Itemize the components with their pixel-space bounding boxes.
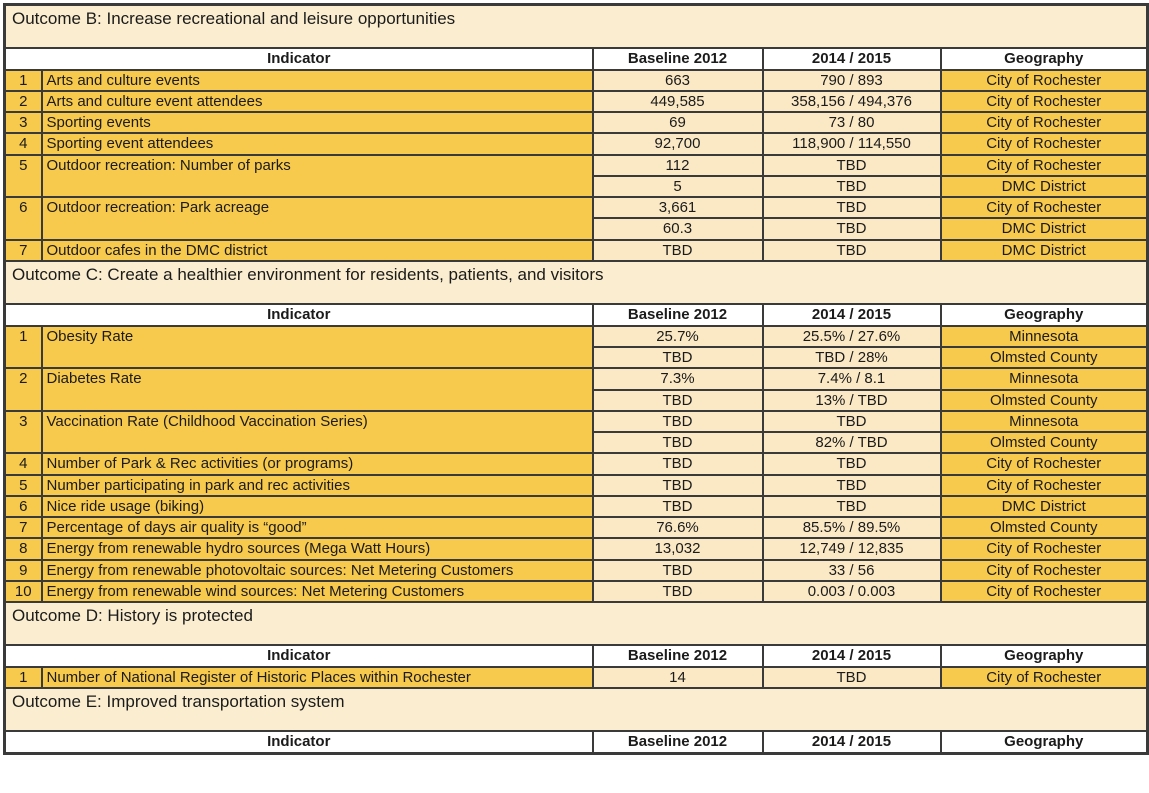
period-value-cell: TBD (763, 667, 941, 688)
baseline-value-cell: TBD (593, 560, 763, 581)
baseline-value-cell: 3,661 (593, 197, 763, 218)
indicator-row (5, 581, 1148, 602)
period-value-cell: 790 / 893 (763, 70, 941, 91)
row-number-cell: 5 (5, 475, 42, 496)
indicator-row (5, 411, 1148, 432)
indicator-row (5, 70, 1148, 91)
indicator-row (5, 240, 1148, 261)
period-column-header: 2014 / 2015 (763, 645, 941, 667)
period-value-cell: TBD (763, 453, 941, 474)
section-title-row (5, 602, 1148, 645)
indicator-column-header: Indicator (5, 731, 593, 753)
period-value-cell: TBD / 28% (763, 347, 941, 368)
geography-column-header: Geography (941, 48, 1148, 70)
indicator-row (5, 496, 1148, 517)
indicator-row (5, 368, 1148, 389)
indicator-cell: Percentage of days air quality is “good” (42, 517, 593, 538)
baseline-value-cell: 14 (593, 667, 763, 688)
column-header-row (5, 731, 1148, 753)
geography-cell: City of Rochester (941, 475, 1148, 496)
period-value-cell: TBD (763, 197, 941, 218)
indicator-column-header: Indicator (5, 304, 593, 326)
period-value-cell: TBD (763, 475, 941, 496)
period-value-cell: TBD (763, 240, 941, 261)
indicator-cell: Outdoor recreation: Park acreage (42, 197, 593, 240)
geography-cell: Olmsted County (941, 390, 1148, 411)
indicator-row (5, 326, 1148, 347)
indicator-column-header: Indicator (5, 645, 593, 667)
geography-column-header: Geography (941, 304, 1148, 326)
period-value-cell: 13% / TBD (763, 390, 941, 411)
row-number-cell: 10 (5, 581, 42, 602)
period-column-header: 2014 / 2015 (763, 304, 941, 326)
baseline-value-cell: 13,032 (593, 538, 763, 559)
geography-cell: Olmsted County (941, 517, 1148, 538)
geography-cell: Minnesota (941, 368, 1148, 389)
geography-cell: City of Rochester (941, 112, 1148, 133)
period-value-cell: 118,900 / 114,550 (763, 133, 941, 154)
period-value-cell: 85.5% / 89.5% (763, 517, 941, 538)
baseline-value-cell: TBD (593, 240, 763, 261)
indicator-cell: Outdoor recreation: Number of parks (42, 155, 593, 198)
baseline-value-cell: TBD (593, 432, 763, 453)
row-number-cell: 3 (5, 411, 42, 454)
row-number-cell: 7 (5, 240, 42, 261)
period-value-cell: 0.003 / 0.003 (763, 581, 941, 602)
row-number-cell: 7 (5, 517, 42, 538)
baseline-column-header: Baseline 2012 (593, 731, 763, 753)
outcomes-indicator-table (3, 3, 1149, 755)
indicator-cell: Sporting events (42, 112, 593, 133)
geography-cell: DMC District (941, 218, 1148, 239)
period-column-header: 2014 / 2015 (763, 48, 941, 70)
row-number-cell: 2 (5, 368, 42, 411)
indicator-cell: Sporting event attendees (42, 133, 593, 154)
row-number-cell: 5 (5, 155, 42, 198)
indicator-column-header: Indicator (5, 48, 593, 70)
section-title-row (5, 5, 1148, 48)
indicator-row (5, 91, 1148, 112)
table-body (5, 5, 1148, 754)
period-value-cell: TBD (763, 176, 941, 197)
period-value-cell: TBD (763, 155, 941, 176)
section-title-row (5, 261, 1148, 304)
period-value-cell: 12,749 / 12,835 (763, 538, 941, 559)
geography-cell: City of Rochester (941, 560, 1148, 581)
baseline-value-cell: TBD (593, 347, 763, 368)
row-number-cell: 1 (5, 70, 42, 91)
baseline-value-cell: TBD (593, 581, 763, 602)
row-number-cell: 1 (5, 326, 42, 369)
indicator-row (5, 538, 1148, 559)
section-title-row (5, 688, 1148, 731)
period-value-cell: 25.5% / 27.6% (763, 326, 941, 347)
period-value-cell: 82% / TBD (763, 432, 941, 453)
baseline-value-cell: TBD (593, 496, 763, 517)
geography-cell: Minnesota (941, 411, 1148, 432)
indicator-row (5, 475, 1148, 496)
geography-cell: City of Rochester (941, 667, 1148, 688)
baseline-value-cell: 112 (593, 155, 763, 176)
indicator-row (5, 112, 1148, 133)
row-number-cell: 6 (5, 197, 42, 240)
row-number-cell: 8 (5, 538, 42, 559)
geography-cell: Minnesota (941, 326, 1148, 347)
baseline-column-header: Baseline 2012 (593, 48, 763, 70)
row-number-cell: 4 (5, 453, 42, 474)
indicator-cell: Number of Park & Rec activities (or programs) (42, 453, 593, 474)
baseline-value-cell: 69 (593, 112, 763, 133)
period-column-header: 2014 / 2015 (763, 731, 941, 753)
indicator-cell: Arts and culture events (42, 70, 593, 91)
indicator-cell: Energy from renewable wind sources: Net Metering Customers (42, 581, 593, 602)
geography-cell: DMC District (941, 496, 1148, 517)
baseline-value-cell: 5 (593, 176, 763, 197)
baseline-value-cell: TBD (593, 475, 763, 496)
geography-cell: City of Rochester (941, 155, 1148, 176)
period-value-cell: 358,156 / 494,376 (763, 91, 941, 112)
indicator-cell: Vaccination Rate (Childhood Vaccination Series) (42, 411, 593, 454)
indicator-cell: Nice ride usage (biking) (42, 496, 593, 517)
period-value-cell: 73 / 80 (763, 112, 941, 133)
geography-column-header: Geography (941, 645, 1148, 667)
row-number-cell: 4 (5, 133, 42, 154)
indicator-cell: Number participating in park and rec activities (42, 475, 593, 496)
row-number-cell: 2 (5, 91, 42, 112)
geography-column-header: Geography (941, 731, 1148, 753)
section-title: Outcome B: Increase recreational and leisure opportunities (5, 5, 1148, 48)
indicator-row (5, 197, 1148, 218)
row-number-cell: 1 (5, 667, 42, 688)
baseline-value-cell: TBD (593, 390, 763, 411)
baseline-value-cell: 7.3% (593, 368, 763, 389)
baseline-column-header: Baseline 2012 (593, 304, 763, 326)
geography-cell: DMC District (941, 240, 1148, 261)
baseline-column-header: Baseline 2012 (593, 645, 763, 667)
baseline-value-cell: 76.6% (593, 517, 763, 538)
geography-cell: City of Rochester (941, 538, 1148, 559)
indicator-row (5, 667, 1148, 688)
indicator-row (5, 517, 1148, 538)
geography-cell: City of Rochester (941, 453, 1148, 474)
period-value-cell: TBD (763, 218, 941, 239)
geography-cell: City of Rochester (941, 91, 1148, 112)
geography-cell: Olmsted County (941, 347, 1148, 368)
period-value-cell: 33 / 56 (763, 560, 941, 581)
period-value-cell: TBD (763, 411, 941, 432)
row-number-cell: 3 (5, 112, 42, 133)
baseline-value-cell: 449,585 (593, 91, 763, 112)
indicator-row (5, 453, 1148, 474)
geography-cell: Olmsted County (941, 432, 1148, 453)
section-title: Outcome C: Create a healthier environment for residents, patients, and visitors (5, 261, 1148, 304)
indicator-row (5, 155, 1148, 176)
geography-cell: City of Rochester (941, 133, 1148, 154)
column-header-row (5, 304, 1148, 326)
section-title: Outcome E: Improved transportation system (5, 688, 1148, 731)
period-value-cell: TBD (763, 496, 941, 517)
baseline-value-cell: 25.7% (593, 326, 763, 347)
indicator-cell: Diabetes Rate (42, 368, 593, 411)
row-number-cell: 9 (5, 560, 42, 581)
indicator-cell: Obesity Rate (42, 326, 593, 369)
baseline-value-cell: 663 (593, 70, 763, 91)
indicator-cell: Number of National Register of Historic Places within Rochester (42, 667, 593, 688)
geography-cell: DMC District (941, 176, 1148, 197)
geography-cell: City of Rochester (941, 581, 1148, 602)
indicator-cell: Energy from renewable photovoltaic sources: Net Metering Customers (42, 560, 593, 581)
column-header-row (5, 645, 1148, 667)
indicator-row (5, 560, 1148, 581)
geography-cell: City of Rochester (941, 70, 1148, 91)
section-title: Outcome D: History is protected (5, 602, 1148, 645)
baseline-value-cell: 60.3 (593, 218, 763, 239)
indicator-row (5, 133, 1148, 154)
column-header-row (5, 48, 1148, 70)
indicator-cell: Outdoor cafes in the DMC district (42, 240, 593, 261)
period-value-cell: 7.4% / 8.1 (763, 368, 941, 389)
baseline-value-cell: 92,700 (593, 133, 763, 154)
baseline-value-cell: TBD (593, 453, 763, 474)
baseline-value-cell: TBD (593, 411, 763, 432)
indicator-cell: Arts and culture event attendees (42, 91, 593, 112)
indicator-cell: Energy from renewable hydro sources (Mega Watt Hours) (42, 538, 593, 559)
geography-cell: City of Rochester (941, 197, 1148, 218)
row-number-cell: 6 (5, 496, 42, 517)
